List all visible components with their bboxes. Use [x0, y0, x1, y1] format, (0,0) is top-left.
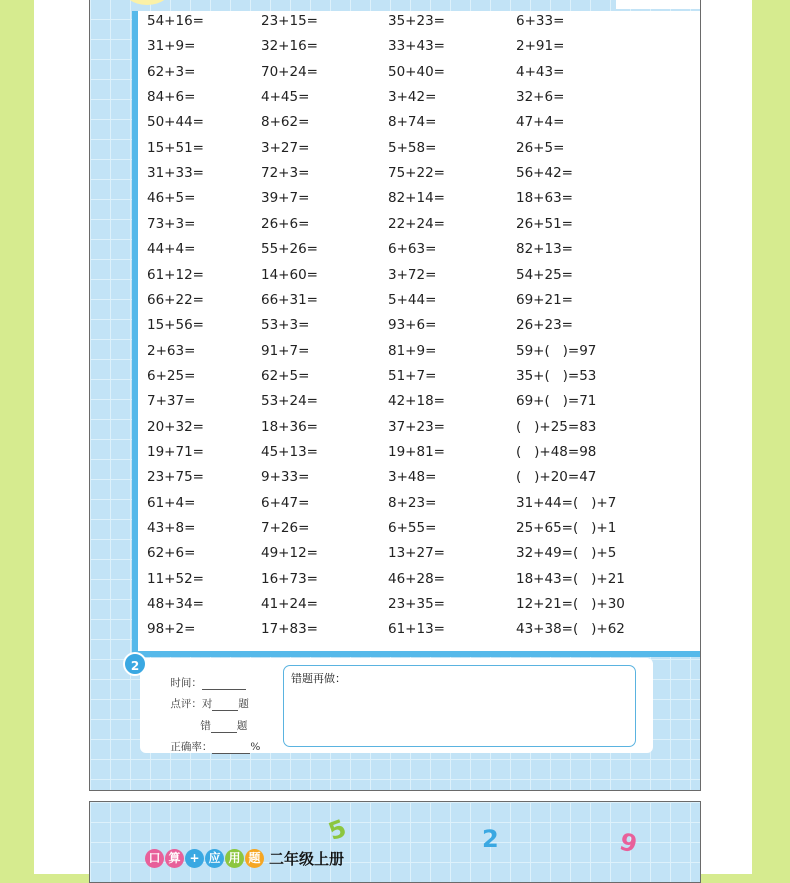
problem-item: 4+45= [261, 89, 310, 106]
problem-item: 6+33= [516, 13, 565, 29]
problem-item: 55+26= [261, 241, 318, 258]
percent-sign: % [250, 741, 261, 753]
problem-item: 18+36= [261, 418, 318, 435]
problem-item: 23+75= [147, 469, 204, 486]
problem-item: 5+58= [388, 139, 437, 156]
problem-item: 23+35= [388, 596, 445, 613]
problem-item: 51+7= [388, 367, 437, 384]
problem-item: 16+73= [261, 570, 318, 587]
problem-item: 61+12= [147, 266, 204, 283]
problem-item: 72+3= [261, 165, 310, 182]
brand-char: 应 [205, 849, 224, 868]
problem-item: 6+25= [147, 367, 196, 384]
problem-item: 75+22= [388, 165, 445, 182]
problem-item: 22+24= [388, 215, 445, 232]
problem-item: 13+27= [388, 545, 445, 562]
problem-item: 37+23= [388, 418, 445, 435]
problem-item: 26+6= [261, 215, 310, 232]
problem-item: 98+2= [147, 621, 196, 638]
accuracy-label: 正确率： [170, 741, 213, 753]
problem-item: 32+16= [261, 38, 318, 55]
redo-label: 错题再做： [291, 672, 346, 685]
problem-item: 62+3= [147, 63, 196, 80]
accuracy-blank[interactable] [212, 741, 250, 754]
problem-item: 49+12= [261, 545, 318, 562]
problem-item: 15+51= [147, 139, 204, 156]
problem-item: 8+23= [388, 494, 437, 511]
problem-item: 15+56= [147, 317, 204, 334]
problem-item: ( )+25=83 [516, 418, 597, 435]
problem-item: 7+37= [147, 393, 196, 410]
wrong-suffix: 题 [236, 720, 248, 732]
problem-item: 42+18= [388, 393, 445, 410]
worksheet-page [89, 0, 701, 791]
problem-item: 66+22= [147, 291, 204, 308]
problem-item: 43+38=( )+62 [516, 621, 625, 638]
problem-item: 17+83= [261, 621, 318, 638]
problem-item: 59+( )=97 [516, 342, 597, 359]
problem-item: 9+33= [261, 469, 310, 486]
problem-item: 50+44= [147, 114, 204, 131]
problem-item: 14+60= [261, 266, 318, 283]
problem-item: 26+51= [516, 215, 573, 232]
problem-item: 31+44=( )+7 [516, 494, 617, 511]
problem-item: 6+47= [261, 494, 310, 511]
time-label: 时间： [170, 677, 202, 689]
problem-item: 46+28= [388, 570, 445, 587]
problem-item: 48+34= [147, 596, 204, 613]
problem-item: 54+16= [147, 13, 204, 29]
problem-item: 8+74= [388, 114, 437, 131]
problem-item: 61+4= [147, 494, 196, 511]
problem-item: 81+9= [388, 342, 437, 359]
problem-item: 18+63= [516, 190, 573, 207]
problem-item: 25+65=( )+1 [516, 520, 617, 536]
brand-char: 算 [165, 849, 184, 868]
problem-item: 19+81= [388, 443, 445, 460]
problem-item: 93+6= [388, 317, 437, 334]
problem-item: 6+55= [388, 520, 437, 536]
problem-item: 61+13= [388, 621, 445, 638]
header-decoration [122, 0, 172, 5]
problem-item: 3+27= [261, 139, 310, 156]
problem-item: 3+72= [388, 266, 437, 283]
problem-item: 12+21=( )+30 [516, 596, 625, 613]
brand-char: 口 [145, 849, 164, 868]
problem-item: 66+31= [261, 291, 318, 308]
problem-item: 91+7= [261, 342, 310, 359]
problem-item: ( )+20=47 [516, 469, 597, 486]
problem-item: 19+71= [147, 443, 204, 460]
problem-item: 62+6= [147, 545, 196, 562]
problem-item: 32+6= [516, 89, 565, 106]
problem-item: 70+24= [261, 63, 318, 80]
problem-item: 31+33= [147, 165, 204, 182]
problem-item: 50+40= [388, 63, 445, 80]
problem-item: 43+8= [147, 520, 196, 536]
problem-item: 32+49=( )+5 [516, 545, 617, 562]
review-label: 点评：对 [170, 698, 213, 710]
problem-item: 69+21= [516, 291, 573, 308]
problem-item: 3+48= [388, 469, 437, 486]
problem-item: 18+43=( )+21 [516, 570, 625, 587]
brand-char: 用 [225, 849, 244, 868]
problem-item: 53+24= [261, 393, 318, 410]
problem-item: 44+4= [147, 241, 196, 258]
next-worksheet-page [89, 801, 701, 883]
grade-title: 二年级上册 [269, 849, 345, 868]
problem-item: 69+( )=71 [516, 393, 597, 410]
problem-item: 46+5= [147, 190, 196, 207]
problem-item: 11+52= [147, 570, 204, 587]
problem-item: 2+63= [147, 342, 196, 359]
problem-item: 47+4= [516, 114, 565, 131]
problem-item: 23+15= [261, 13, 318, 29]
wrong-label: 错 [200, 720, 211, 732]
problem-item: 84+6= [147, 89, 196, 106]
deco-number-1: 5 [324, 813, 350, 847]
problem-item: 33+43= [388, 38, 445, 55]
brand-char: + [185, 849, 204, 868]
brand-logo [145, 849, 265, 868]
problem-item: 82+13= [516, 241, 573, 258]
problem-item: 39+7= [261, 190, 310, 207]
brand-char: 题 [245, 849, 264, 868]
problem-item: ( )+48=98 [516, 443, 597, 460]
problem-item: 6+63= [388, 241, 437, 258]
problem-item: 41+24= [261, 596, 318, 613]
problem-item: 82+14= [388, 190, 445, 207]
problem-item: 45+13= [261, 443, 318, 460]
problem-item: 73+3= [147, 215, 196, 232]
correct-suffix: 题 [238, 698, 249, 710]
brand-header [145, 847, 344, 869]
problem-item: 26+5= [516, 139, 565, 156]
problem-item: 54+25= [516, 266, 573, 283]
corner-tab [616, 0, 700, 9]
problem-item: 53+3= [261, 317, 310, 334]
problem-item: 62+5= [261, 367, 310, 384]
problem-item: 3+42= [388, 89, 437, 106]
problem-item: 2+91= [516, 38, 565, 55]
accuracy-row [157, 727, 260, 766]
deco-number-2: 2 [482, 825, 499, 853]
problem-item: 26+23= [516, 317, 573, 334]
redo-box[interactable] [283, 665, 636, 747]
problem-item: 35+( )=53 [516, 367, 597, 384]
problem-item: 56+42= [516, 165, 573, 182]
problem-item: 5+44= [388, 291, 437, 308]
problem-item: 20+32= [147, 418, 204, 435]
deco-number-3: 9 [616, 827, 641, 859]
page-number: 2 [123, 652, 147, 676]
problem-item: 8+62= [261, 114, 310, 131]
problem-item: 4+43= [516, 63, 565, 80]
problem-item: 35+23= [388, 13, 445, 29]
problem-item: 31+9= [147, 38, 196, 55]
problem-item: 7+26= [261, 520, 310, 536]
